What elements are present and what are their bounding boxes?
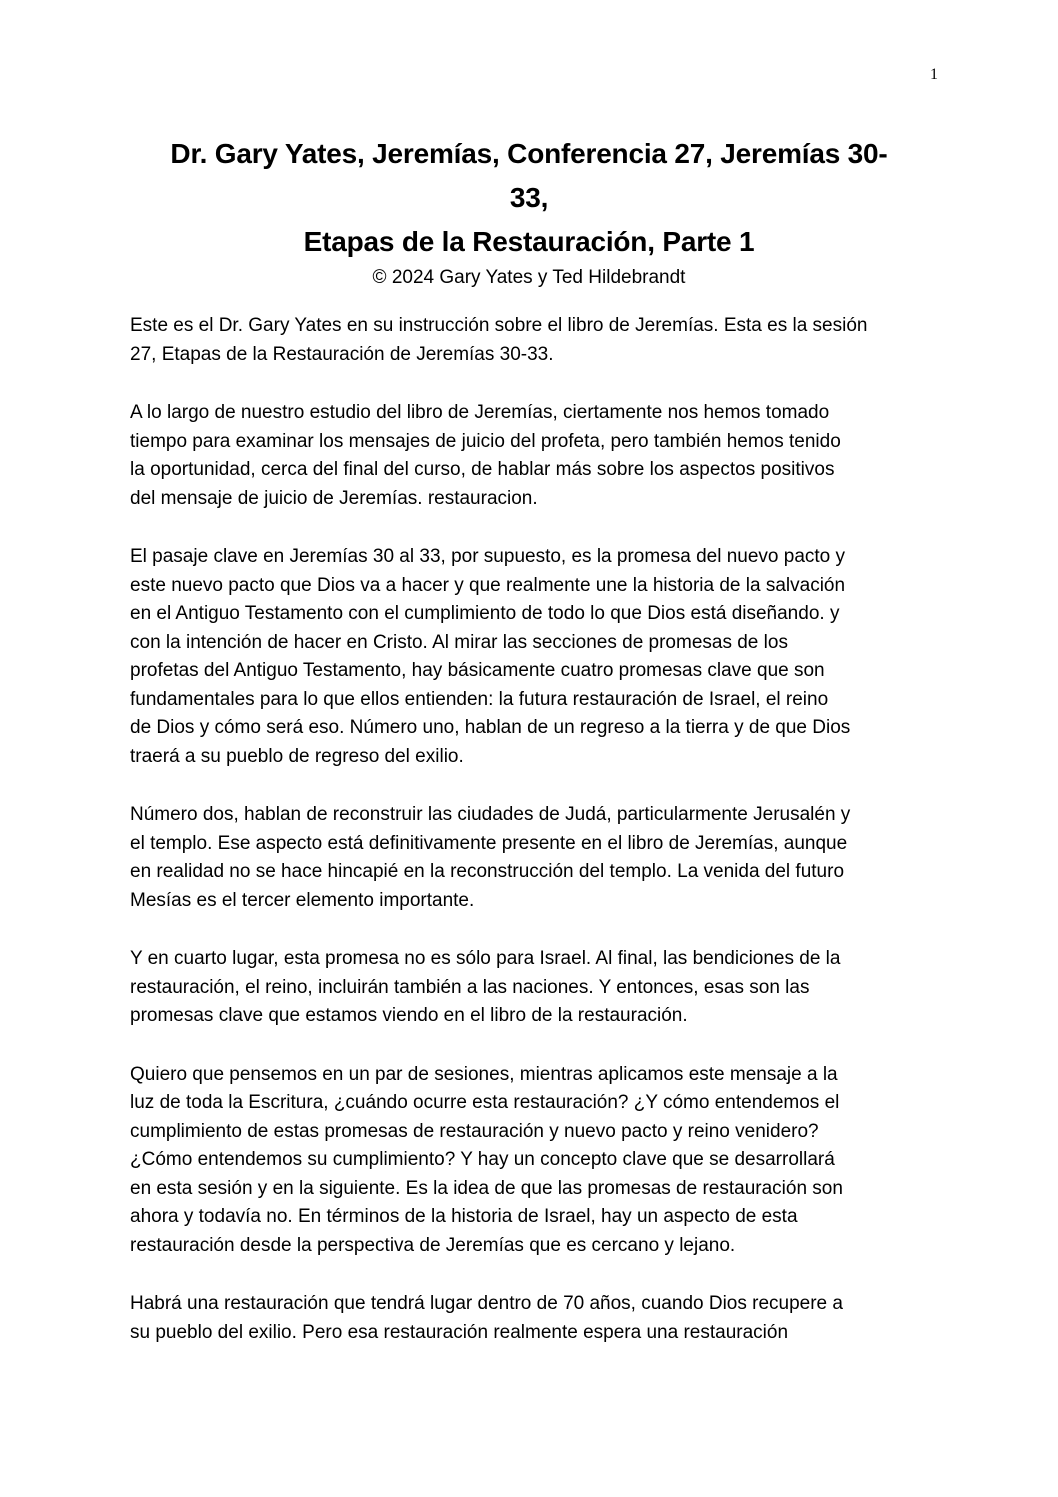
text-line: el templo. Ese aspecto está definitivamente presente en el libro de Jeremías, aunque [130, 832, 848, 854]
title-block [100, 132, 958, 292]
text-line: restauración, el reino, incluirán también a las naciones. Y entonces, esas son las [130, 976, 810, 998]
text-line: El pasaje clave en Jeremías 30 al 33, por supuesto, es la promesa del nuevo pacto y [130, 546, 846, 567]
text-line: en realidad no se hace hincapié en la reconstrucción del templo. La venida del futuro [130, 861, 845, 882]
paragraph-7 [130, 1290, 940, 1347]
text-line: en esta sesión y en la siguiente. Es la idea de que las promesas de restauración son [130, 1177, 843, 1199]
text-line: Quiero que pensemos en un par de sesiones, mientras aplicamos este mensaje a la [130, 1063, 838, 1085]
text-line: tiempo para examinar los mensajes de juicio del profeta, pero también hemos tenido [130, 430, 841, 452]
text-line: ¿Cómo entendemos su cumplimiento? Y hay un concepto clave que se desarrollará [130, 1149, 835, 1170]
text-line: A lo largo de nuestro estudio del libro de Jeremías, ciertamente nos hemos tomado [130, 402, 830, 423]
text-line: promesas clave que estamos viendo en el libro de la restauración. [130, 1005, 688, 1026]
title-line-1: Dr. Gary Yates, Jeremías, Conferencia 27, Jeremías 30- [170, 138, 888, 169]
text-line: cumplimiento de estas promesas de restauración y nuevo pacto y reino venidero? [130, 1120, 819, 1142]
text-line: Este es el Dr. Gary Yates en su instrucción sobre el libro de Jeremías. Esta es la sesión [130, 315, 868, 336]
text-line: en el Antiguo Testamento con el cumplimiento de todo lo que Dios está diseñando. y [130, 603, 840, 624]
text-line: luz de toda la Escritura, ¿cuándo ocurre esta restauración? ¿Y cómo entendemos el [130, 1092, 840, 1113]
text-line: profetas del Antiguo Testamento, hay básicamente cuatro promesas clave que son [130, 660, 825, 681]
paragraph-1 [130, 312, 940, 369]
document-body [130, 312, 940, 1377]
paragraph-4 [130, 801, 940, 915]
text-line: Mesías es el tercer elemento importante. [130, 889, 475, 911]
text-line: de Dios y cómo será eso. Número uno, hablan de un regreso a la tierra y de que Dios [130, 717, 851, 738]
text-line: Habrá una restauración que tendrá lugar dentro de 70 años, cuando Dios recupere a [130, 1293, 843, 1314]
text-line: traerá a su pueblo de regreso del exilio. [130, 745, 464, 767]
text-line: la oportunidad, cerca del final del curso, de hablar más sobre los aspectos positivos [130, 459, 835, 480]
text-line: Y en cuarto lugar, esta promesa no es sólo para Israel. Al final, las bendiciones de la [130, 948, 841, 969]
title-line-2: 33, [509, 182, 549, 213]
text-line: Número dos, hablan de reconstruir las ciudades de Judá, particularmente Jerusalén y [130, 804, 851, 825]
paragraph-2 [130, 399, 940, 513]
title-line-3: Etapas de la Restauración, Parte 1 [303, 226, 755, 257]
text-line: fundamentales para lo que ellos entienden: la futura restauración de Israel, el reino [130, 688, 829, 710]
text-line: restauración desde la perspectiva de Jeremías que es cercano y lejano. [130, 1234, 736, 1256]
text-line: este nuevo pacto que Dios va a hacer y que realmente une la historia de la salvación [130, 574, 846, 596]
page-number: 1 [930, 66, 938, 83]
text-line: con la intención de hacer en Cristo. Al mirar las secciones de promesas de los [130, 631, 788, 653]
text-line: su pueblo del exilio. Pero esa restauración realmente espera una restauración [130, 1321, 789, 1343]
paragraph-3 [130, 543, 940, 771]
text-line: 27, Etapas de la Restauración de Jeremías 30-33. [130, 343, 554, 365]
copyright-line: © 2024 Gary Yates y Ted Hildebrandt [372, 267, 686, 288]
text-line: del mensaje de juicio de Jeremías. restauracion. [130, 487, 538, 509]
paragraph-5 [130, 945, 940, 1031]
text-line: ahora y todavía no. En términos de la historia de Israel, hay un aspecto de esta [130, 1206, 798, 1227]
paragraph-6 [130, 1061, 940, 1261]
